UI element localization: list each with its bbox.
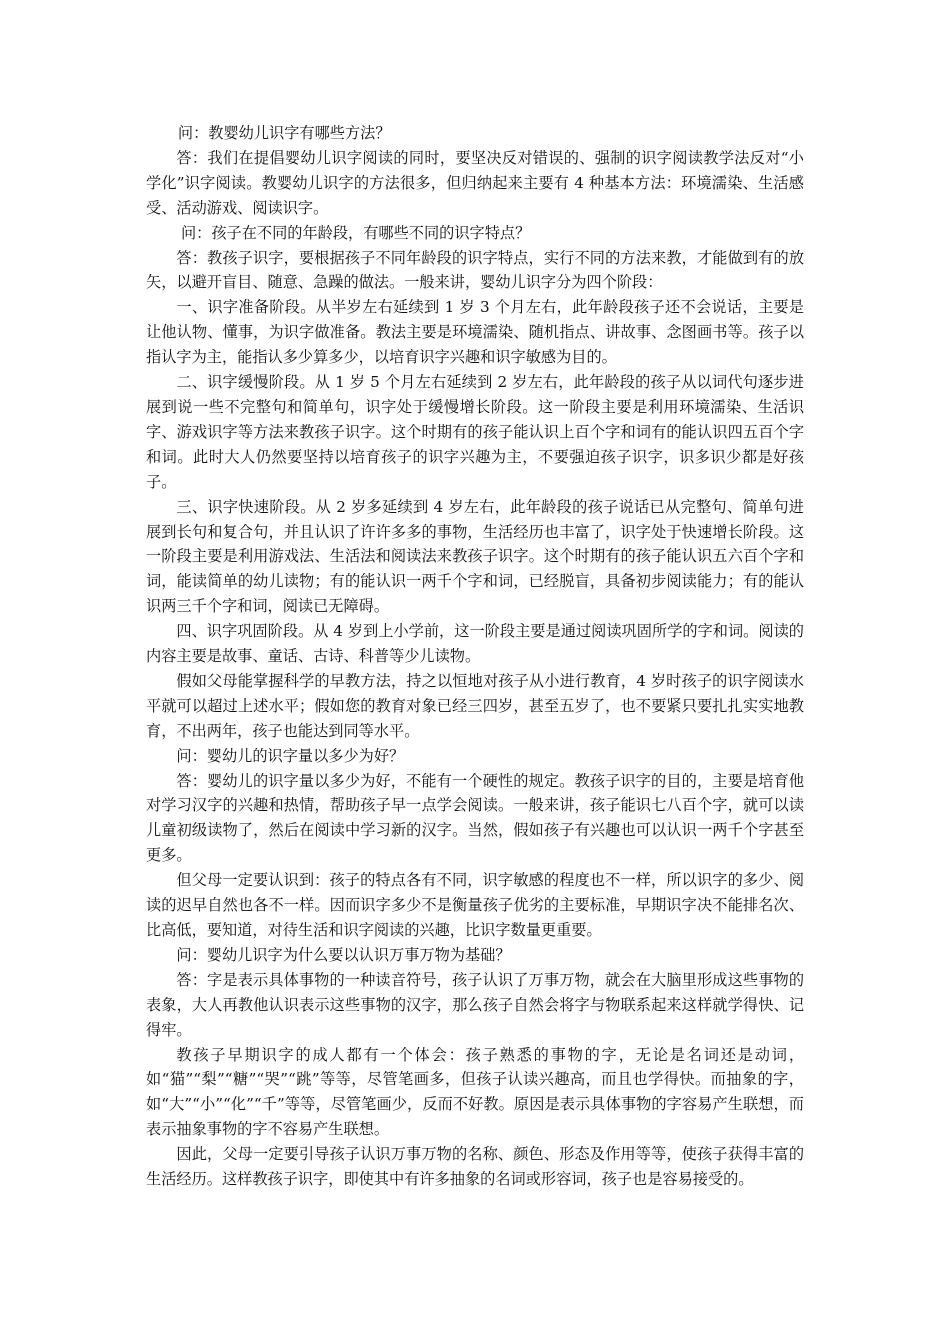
body-paragraph: 假如父母能掌握科学的早教方法，持之以恒地对孩子从小进行教育，4 岁时孩子的识字阅读水平就可以超过上述水平；假如您的教育对象已经三四岁，甚至五岁了，也不要紧只要扎扎实实地教育，不出两年，孩子也能达到同等水平。 bbox=[146, 671, 804, 740]
stage-paragraph: 三、识字快速阶段。从 2 岁多延续到 4 岁左右，此年龄段的孩子说话已从完整句、简单句进展到长句和复合句，并且认识了许许多多的事物，生活经历也丰富了，识字处于快速增长阶段。这一阶段主要是利用游戏法、生活法和阅读法来教孩子识字。这个时期有的孩子能认识五六百个字和词，能读简单的幼儿读物；有的能认识一两千个字和词，已经脱盲，具备初步阅读能力；有的能认识两三千个字和词，阅读已无障碍。 bbox=[146, 497, 804, 616]
answer-paragraph: 答：我们在提倡婴幼儿识字阅读的同时，要坚决反对错误的、强制的识字阅读教学法反对“小学化”识字阅读。教婴幼儿识字的方法很多，但归纳起来主要有 4 种基本方法：环境濡染、生活感受、活动游戏、阅读识字。 bbox=[146, 148, 804, 217]
body-paragraph: 教孩子早期识字的成人都有一个体会：孩子熟悉的事物的字，无论是名词还是动词，如“猫”“梨”“糖”“哭”“跳”等等，尽管笔画多，但孩子认读兴趣高，而且也学得快。而抽象的字，如“大”“小”“化”“千”等等，尽管笔画少，反而不好教。原因是表示具体事物的字容易产生联想，而表示抽象事物的字不容易产生联想。 bbox=[146, 1045, 804, 1139]
stage-paragraph: 二、识字缓慢阶段。从 1 岁 5 个月左右延续到 2 岁左右，此年龄段的孩子从以词代句逐步进展到说一些不完整句和简单句，识字处于缓慢增长阶段。这一阶段主要是利用环境濡染、生活识字、游戏识字等方法来教孩子识字。这个时期有的孩子能认识上百个字和词有的能认识四五百个字和词。此时大人仍然要坚持以培育孩子的识字兴趣为主，不要强迫孩子识字，识多识少都是好孩子。 bbox=[146, 373, 804, 491]
question-paragraph: 问：孩子在不同的年龄段，有哪些不同的识字特点？ bbox=[180, 223, 531, 242]
answer-paragraph: 答：字是表示具体事物的一种读音符号，孩子认识了万事万物，就会在大脑里形成这些事物的表象，大人再教他认识表示这些事物的汉字，那么孩子自然会将字与物联系起来这样就学得快、记得牢。 bbox=[146, 970, 804, 1039]
question-paragraph: 问：婴幼儿的识字量以多少为好？ bbox=[176, 746, 405, 765]
question-paragraph: 问：教婴幼儿识字有哪些方法？ bbox=[177, 124, 391, 142]
answer-paragraph: 答：婴幼儿的识字量以多少为好，不能有一个硬性的规定。教孩子识字的目的，主要是培育他对学习汉字的兴趣和热情，帮助孩子早一点学会阅读。一般来讲，孩子能识七八百个字，就可以读儿童初级读物了，然后在阅读中学习新的汉字。当然，假如孩子有兴趣也可以认识一两千个字甚至更多。 bbox=[146, 771, 804, 865]
document-page bbox=[146, 121, 804, 1192]
stage-paragraph: 一、识字准备阶段。从半岁左右延续到 1 岁 3 个月左右，此年龄段孩子还不会说话，主要是让他认物、懂事，为识字做准备。教法主要是环境濡染、随机指点、讲故事、念图画书等。孩子以指认字为主，能指认多少算多少，以培育识字兴趣和识字敏感为目的。 bbox=[146, 298, 804, 367]
answer-paragraph: 答：教孩子识字，要根据孩子不同年龄段的识字特点，实行不同的方法来教，才能做到有的放矢，以避开盲目、随意、急躁的做法。一般来讲，婴幼儿识字分为四个阶段： bbox=[146, 248, 804, 292]
body-paragraph: 但父母一定要认识到：孩子的特点各有不同，识字敏感的程度也不一样，所以识字的多少、阅读的迟早自然也各不一样。因而识字多少不是衡量孩子优劣的主要标准，早期识字决不能排名次、比高低，要知道，对待生活和识字阅读的兴趣，比识字数量更重要。 bbox=[146, 871, 804, 939]
body-paragraph: 因此，父母一定要引导孩子认识万事万物的名称、颜色、形态及作用等等，使孩子获得丰富的生活经历。这样教孩子识字，即使其中有许多抽象的名词或形容词，孩子也是容易接受的。 bbox=[146, 1145, 804, 1189]
stage-paragraph: 四、识字巩固阶段。从 4 岁到上小学前，这一阶段主要是通过阅读巩固所学的字和词。阅读的内容主要是故事、童话、古诗、科普等少儿读物。 bbox=[146, 622, 804, 666]
question-paragraph: 问：婴幼儿识字为什么要以认识万事万物为基础？ bbox=[176, 945, 511, 964]
